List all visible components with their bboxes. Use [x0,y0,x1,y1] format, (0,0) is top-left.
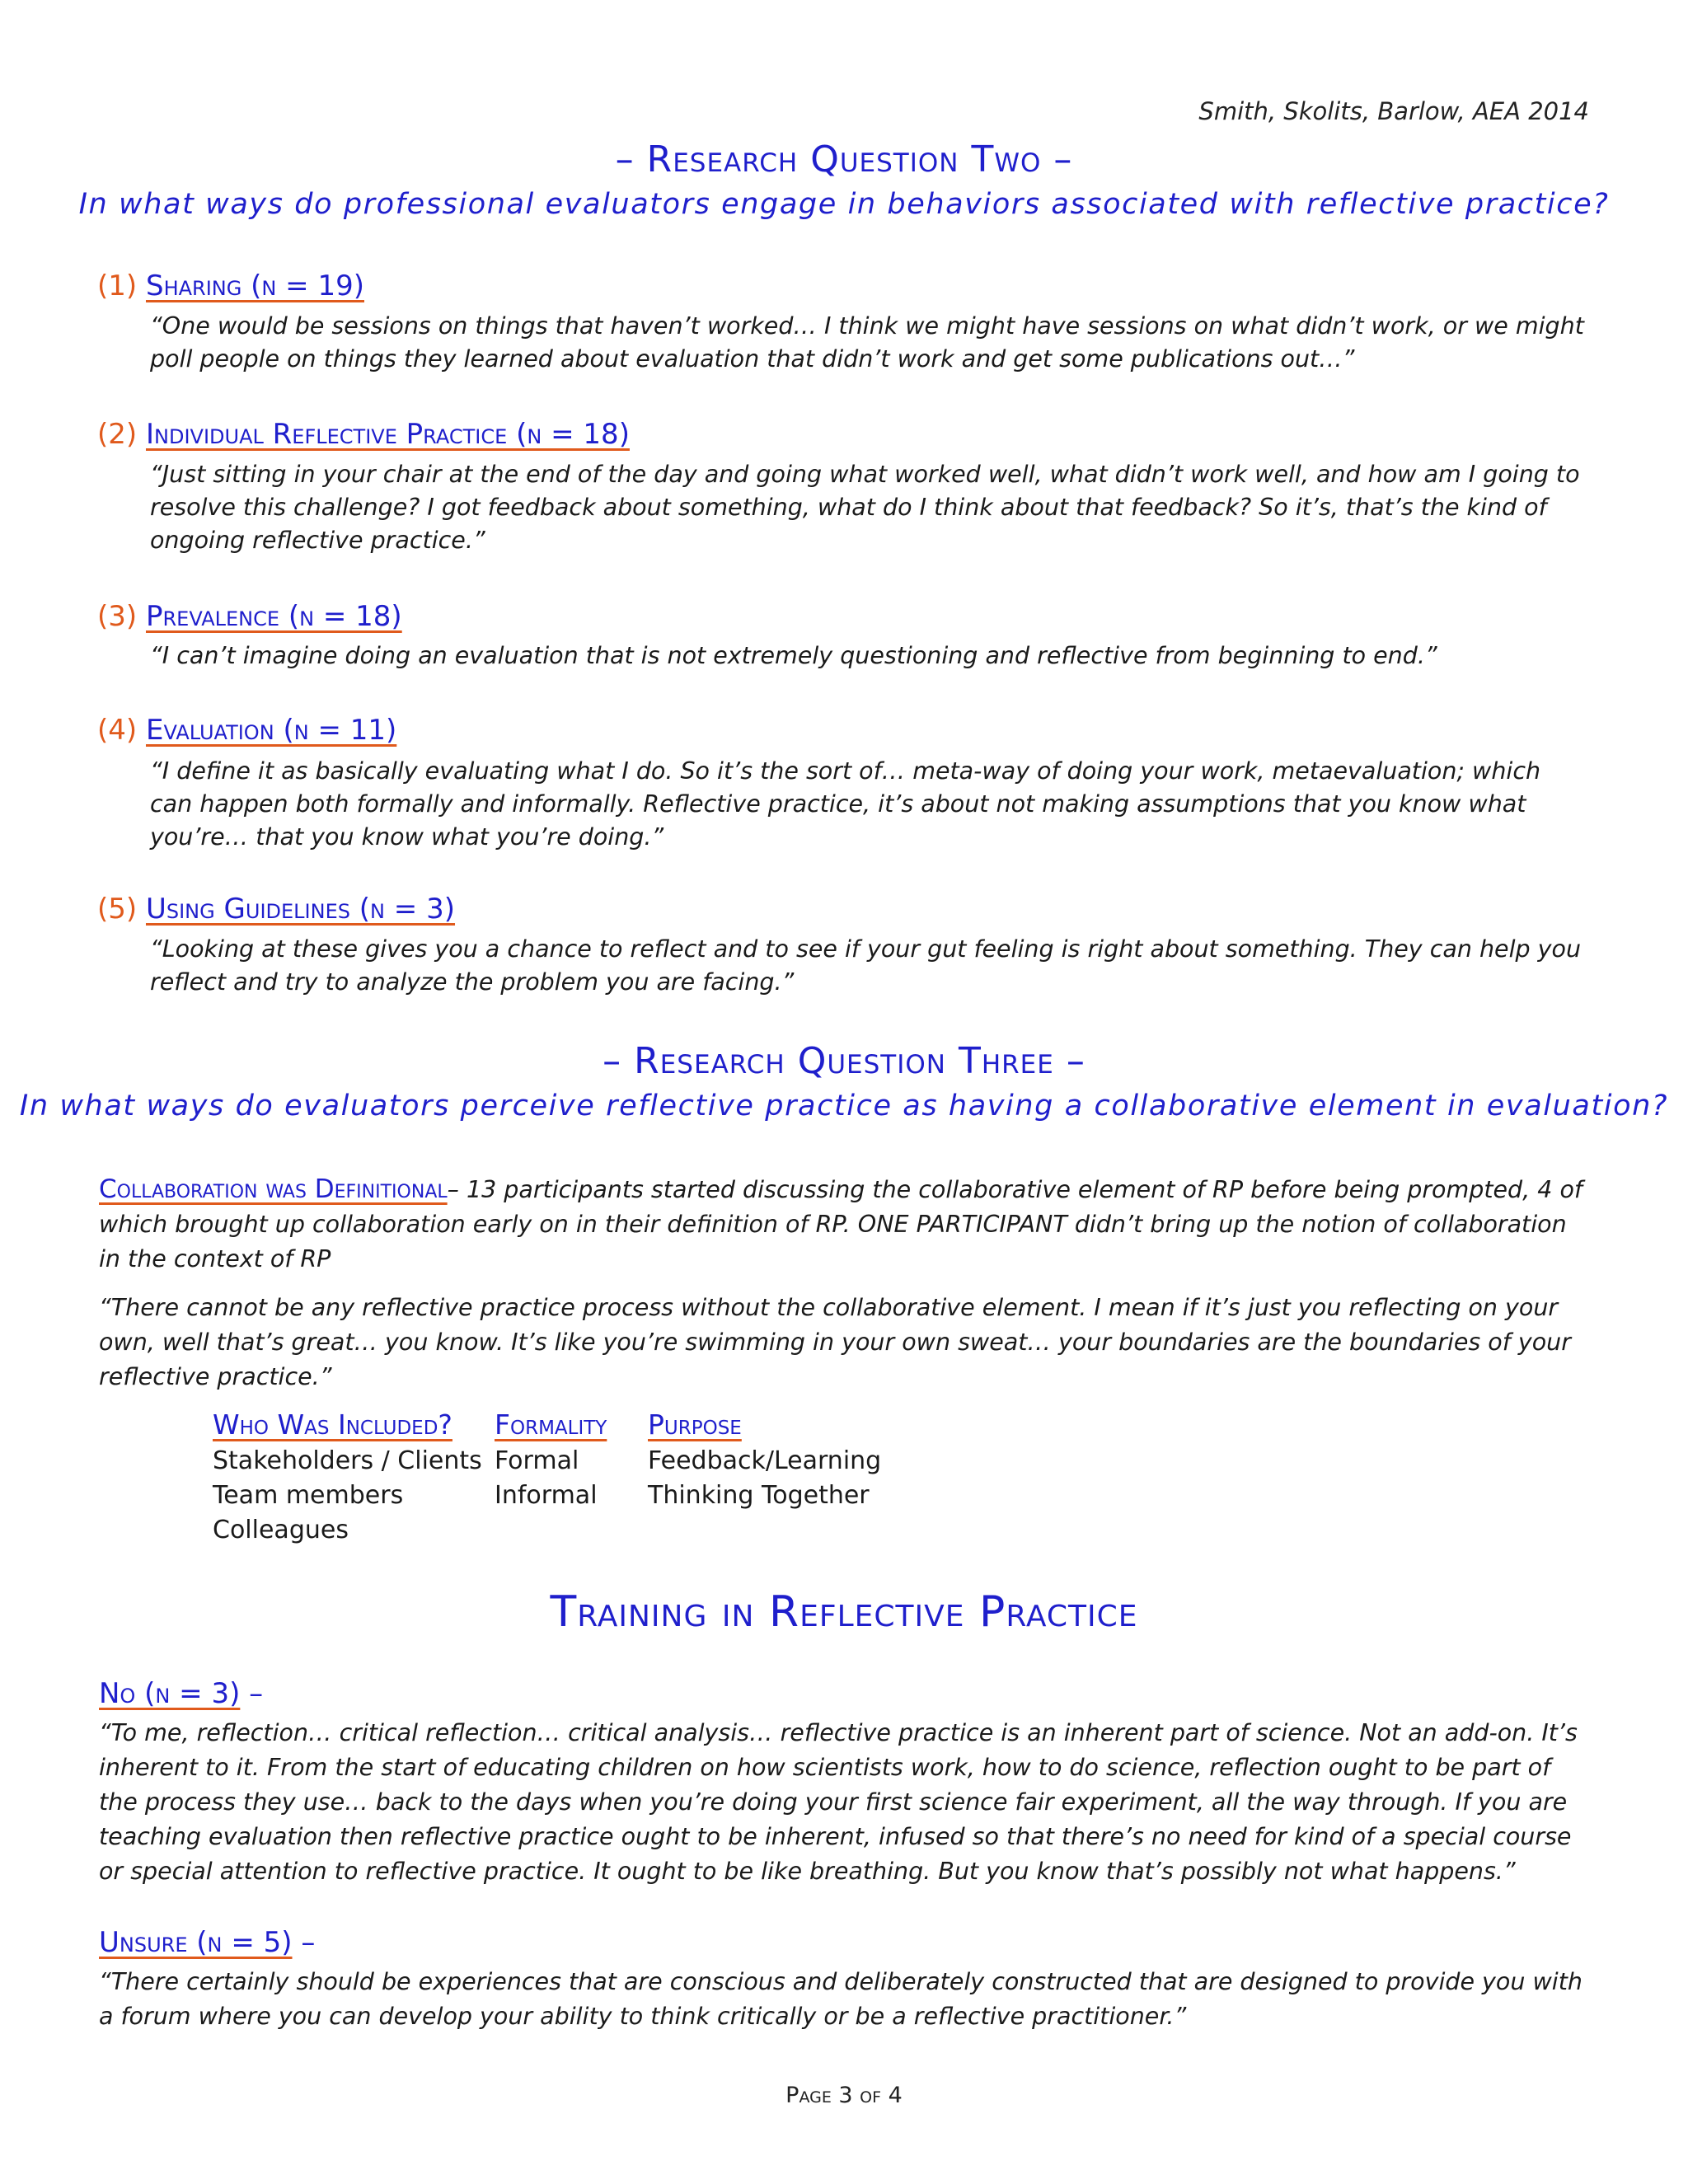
training-unsure-dash: – [301,1926,316,1959]
item-prevalence-heading [97,600,402,633]
column-item: Formal [495,1446,579,1475]
rq3-title: – Research Question Three – [603,1040,1085,1082]
item-label: Using Guidelines (n = 3) [145,893,456,926]
collaboration-paragraph [99,1172,1591,1277]
item-number: (1) [97,269,138,302]
training-title: Training in Reflective Practice [550,1587,1138,1637]
rq2-title: – Research Question Two – [615,138,1073,180]
page-number: Page 3 of 4 [785,2083,903,2108]
item-label: Evaluation (n = 11) [145,714,397,747]
training-no-dash: – [249,1677,264,1710]
item-number: (4) [97,714,138,747]
column-purpose [648,1408,881,1513]
column-header: Purpose [648,1408,742,1441]
training-no-label: No (n = 3) [99,1677,241,1710]
item-evaluation-quote: “I define it as basically evaluating what I do. So it’s the sort of… meta-way of doing your work, metaevaluation; which can happen both formally and informally. Reflective practice, it’s about not making assumptions that you know what you’re… that you know what you’re doing.” [150,757,1541,851]
attribution: Smith, Skolits, Barlow, AEA 2014 [1198,97,1589,125]
column-item: Team members [213,1481,404,1510]
item-sharing-heading [97,269,364,302]
column-item: Thinking Together [648,1481,870,1510]
item-label: Prevalence (n = 18) [145,600,402,633]
rq2-question: In what ways do professional evaluators engage in behaviors associated with reflective practice? [78,188,1610,221]
item-label: Sharing (n = 19) [145,269,364,302]
rq3-question: In what ways do evaluators perceive reflective practice as having a collaborative element in evaluation? [19,1090,1669,1122]
training-unsure-quote: “There certainly should be experiences that are conscious and deliberately constructed that are designed to provide you with a forum where you can develop your ability to think critically or be a reflective practitioner.” [99,1968,1582,2030]
collaboration-quote: “There cannot be any reflective practice process without the collaborative element. I mean if it’s just you reflecting on your own, well that’s great… you know. It’s like you’re swimming in your own sweat… your boundaries are the boundaries of your reflective practice.” [99,1294,1571,1390]
column-who-included [213,1408,482,1548]
collaboration-label: Collaboration was Definitional [99,1174,448,1204]
column-item: Stakeholders / Clients [213,1446,482,1475]
item-prevalence-quote: “I can’t imagine doing an evaluation that is not extremely questioning and reflective from beginning to end.” [150,642,1437,669]
item-guidelines-heading [97,893,455,926]
column-header: Formality [495,1408,607,1441]
item-label: Individual Reflective Practice (n = 18) [145,418,630,451]
item-number: (5) [97,893,138,926]
item-number: (2) [97,418,138,451]
collaboration-text: – 13 participants started discussing the collaborative element of RP before being prompted, 4 of which brought up collaboration early on in their definition of RP. ONE PARTICIPANT didn’t bring up the notion of collaboration in the context of RP [99,1176,1582,1272]
item-number: (3) [97,600,138,633]
item-sharing-quote: “One would be sessions on things that haven’t worked… I think we might have sessions on what didn’t work, or we might poll people on things they learned about evaluation that didn’t work and get some publications out…” [150,312,1584,373]
training-no-quote: “To me, reflection… critical reflection… critical analysis… reflective practice is an inherent part of science. Not an add-on. It’s inherent to it. From the start of educating children on how scientists work, how to do science, reflection ought to be part of the process they use… back to the days when you’re doing your first science fair experiment, all the way through. If you are teaching evaluation then reflective practice ought to be inherent, infused so that there’s no need for kind of a special course or special attention to reflective practice. It ought to be like breathing. But you know that’s possibly not what happens.” [99,1719,1578,1885]
item-individual-heading [97,418,630,451]
column-item: Feedback/Learning [648,1446,882,1475]
item-guidelines-quote: “Looking at these gives you a chance to reflect and to see if your gut feeling is right about something. They can help you reflect and try to analyze the problem you are facing.” [150,935,1582,996]
column-item: Informal [495,1481,598,1510]
item-individual-quote: “Just sitting in your chair at the end of the day and going what worked well, what didn’t work well, and how am I going to resolve this challenge? I got feedback about something, what do I think about that feedback? So it’s, that’s the kind of ongoing reflective practice.” [150,461,1580,554]
column-formality [495,1408,607,1513]
training-unsure-heading [99,1926,315,1959]
column-item: Colleagues [213,1516,349,1544]
training-unsure-label: Unsure (n = 5) [99,1926,293,1959]
training-no-heading [99,1677,263,1710]
item-evaluation-heading [97,714,396,747]
column-header: Who Was Included? [213,1408,452,1441]
